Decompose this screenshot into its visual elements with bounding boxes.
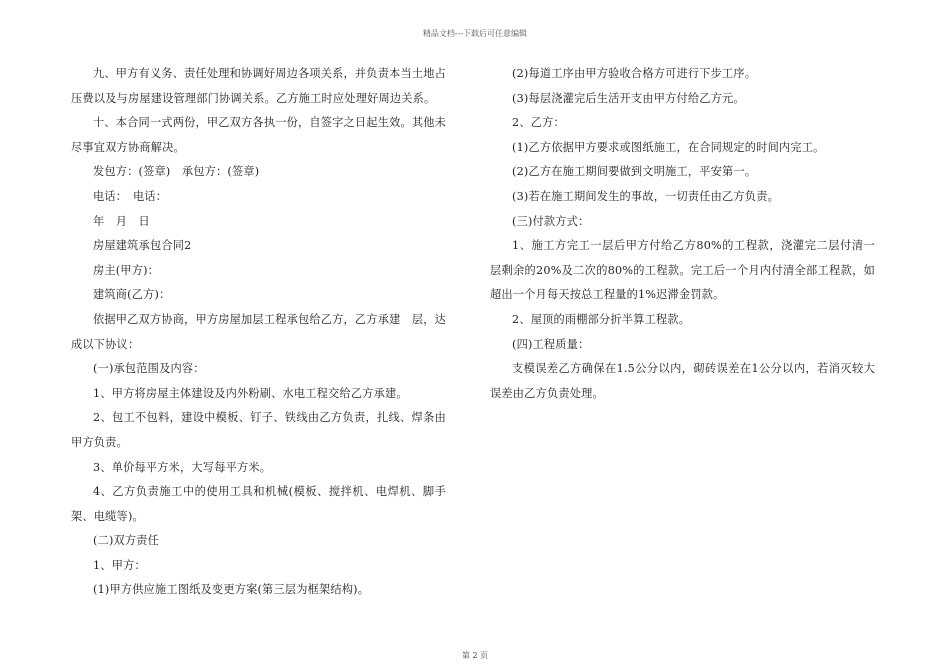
section-heading: (四)工程质量： xyxy=(512,337,590,351)
section-heading: (三)付款方式： xyxy=(512,214,590,228)
list-item: (1)甲方供应施工图纸及变更方案(第三层为框架结构)。 xyxy=(93,583,370,597)
list-item: 4、乙方负责施工中的使用工具和机械(模板、搅拌机、电焊机、脚手架、电缆等)。 xyxy=(71,485,446,523)
paragraph: 支模误差乙方确保在1.5公分以内，砌砖误差在1公分以内，若消灭较大误差由乙方负责处理。 xyxy=(490,362,875,400)
list-item: 2、包工不包料，建设中模板、钉子、铁线由乙方负责，扎线、焊条由甲方负责。 xyxy=(71,411,446,449)
list-item: 2、屋顶的雨棚部分折半算工程款。 xyxy=(512,312,691,326)
list-item: (2)乙方在施工期间要做到文明施工，平安第一。 xyxy=(512,165,757,179)
contract-title: 房屋建筑承包合同2 xyxy=(93,239,192,253)
paragraph: 九、甲方有义务、责任处理和协调好周边各项关系，并负责本当土地占压费以及与房屋建设管理部门协调关系。乙方施工时应处理好周边关系。 xyxy=(71,67,447,105)
list-item: 1、甲方： xyxy=(93,558,146,572)
list-item: 1、甲方将房屋主体建设及内外粉刷、水电工程交给乙方承建。 xyxy=(93,386,408,400)
section-heading: (二)双方责任 xyxy=(93,534,160,548)
date-line: 年 月 日 xyxy=(93,214,150,228)
phone-line: 电话： 电话： xyxy=(93,189,168,203)
list-item: 2、乙方： xyxy=(512,116,565,130)
list-item: (3)若在施工期间发生的事故，一切责任由乙方负责。 xyxy=(512,189,779,203)
list-item: (2)每道工序由甲方验收合格方可进行下步工序。 xyxy=(512,67,757,80)
list-item: (3)每层浇灌完后生活开支由甲方付给乙方元。 xyxy=(512,91,745,105)
paragraph: 1、施工方完工一层后甲方付给乙方80%的工程款，浇灌完二层付清一层剩余的20%及二次的80%的工程款。完工后一个月内付清全部工程款，如超出一个月每天按总工程量的1%迟滞金罚款。 xyxy=(490,239,875,302)
party-b-line: 建筑商(乙方)： xyxy=(93,288,171,302)
page-header: 精品文档---下载后可任意编辑 xyxy=(422,29,528,38)
left-column xyxy=(71,62,446,603)
section-heading: (一)承包范围及内容： xyxy=(93,362,205,376)
right-column xyxy=(490,62,875,406)
list-item: (1)乙方依据甲方要求或图纸施工，在合同规定的时间内完工。 xyxy=(512,140,825,154)
party-a-line: 房主(甲方)： xyxy=(93,263,160,277)
page-number: 第 2 页 xyxy=(461,651,489,660)
list-item: 3、单价每平方米，大写每平方米。 xyxy=(93,460,272,474)
paragraph: 十、本合同一式两份，甲乙双方各执一份，自签字之日起生效。其他未尽事宜双方协商解决。 xyxy=(71,116,447,154)
signature-line: 发包方：(签章) 承包方：(签章) xyxy=(93,165,260,179)
paragraph: 依据甲乙双方协商，甲方房屋加层工程承包给乙方，乙方承建 层，达成以下协议： xyxy=(71,312,447,351)
